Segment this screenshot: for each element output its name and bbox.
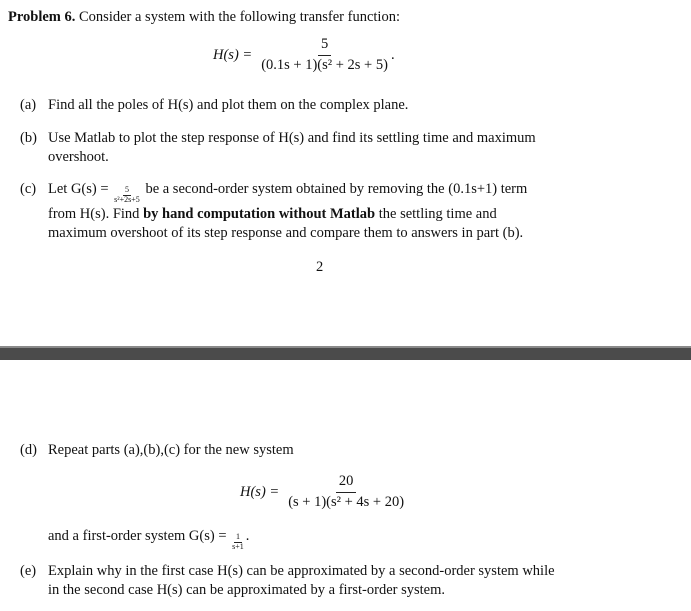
- equation2-fraction: [285, 474, 407, 511]
- equation-numerator: 5: [318, 37, 331, 56]
- g2-numerator: 1: [235, 532, 240, 541]
- part-c-line2-b: the settling time and: [378, 205, 497, 222]
- g2-fraction: [230, 533, 246, 552]
- first-order-pre: and a first-order system G(s) =: [48, 528, 227, 544]
- part-a-label: (a): [20, 97, 37, 113]
- part-c-line2-a: from H(s). Find: [48, 205, 140, 222]
- equation2-lhs: H(s) =: [240, 483, 280, 500]
- part-d: [20, 441, 640, 460]
- part-b-line1: Use Matlab to plot the step response of H(s) and find its settling time and maximum: [48, 130, 536, 146]
- part-d-label: (d): [20, 442, 37, 458]
- equation-h1: [213, 37, 395, 74]
- page-number: 2: [316, 259, 324, 275]
- g-denominator: s²+2s+5: [114, 194, 140, 204]
- equation-fraction: [258, 37, 391, 74]
- part-a: [20, 96, 640, 115]
- g-fraction: [112, 186, 142, 205]
- part-c-label: (c): [20, 181, 37, 197]
- part-c-line3: maximum overshoot of its step response and compare them to answers in part (b).: [48, 224, 524, 241]
- problem-heading: [8, 9, 678, 26]
- part-b-label: (b): [20, 130, 37, 146]
- part-c-line1-rest: be a second-order system obtained by removing the (0.1s+1) term: [145, 181, 528, 197]
- g-numerator: 5: [124, 185, 129, 194]
- part-c-pre: Let G(s) =: [48, 181, 109, 197]
- equation2-numerator: 20: [336, 474, 357, 493]
- problem-intro: Consider a system with the following transfer function:: [79, 9, 400, 25]
- equation-period: .: [390, 46, 395, 63]
- equation-h2: [240, 474, 407, 511]
- g2-denominator: s+1: [232, 541, 244, 551]
- part-c-line2-bold: by hand computation without Matlab: [143, 205, 376, 222]
- equation2-denominator: (s + 1)(s² + 4s + 20): [288, 493, 405, 510]
- part-e: [20, 562, 640, 600]
- page-divider: [0, 346, 691, 360]
- part-c-line2: [20, 205, 640, 224]
- part-e-label: (e): [20, 563, 37, 579]
- part-d-text: Repeat parts (a),(b),(c) for the new system: [48, 442, 294, 458]
- part-b: [20, 129, 640, 167]
- part-b-line2: overshoot.: [48, 149, 109, 165]
- problem-label: Problem 6.: [8, 9, 76, 25]
- first-order-period: .: [245, 528, 250, 544]
- first-order-line: [48, 527, 249, 552]
- part-c: [20, 180, 640, 243]
- part-e-line2: in the second case H(s) can be approximated by a first-order system.: [48, 582, 446, 598]
- equation-denominator: (0.1s + 1)(s² + 2s + 5): [261, 56, 388, 73]
- part-e-line1: Explain why in the first case H(s) can be approximated by a second-order system while: [48, 563, 555, 579]
- part-a-text: Find all the poles of H(s) and plot them on the complex plane.: [48, 97, 409, 113]
- equation-lhs: H(s) =: [213, 46, 253, 63]
